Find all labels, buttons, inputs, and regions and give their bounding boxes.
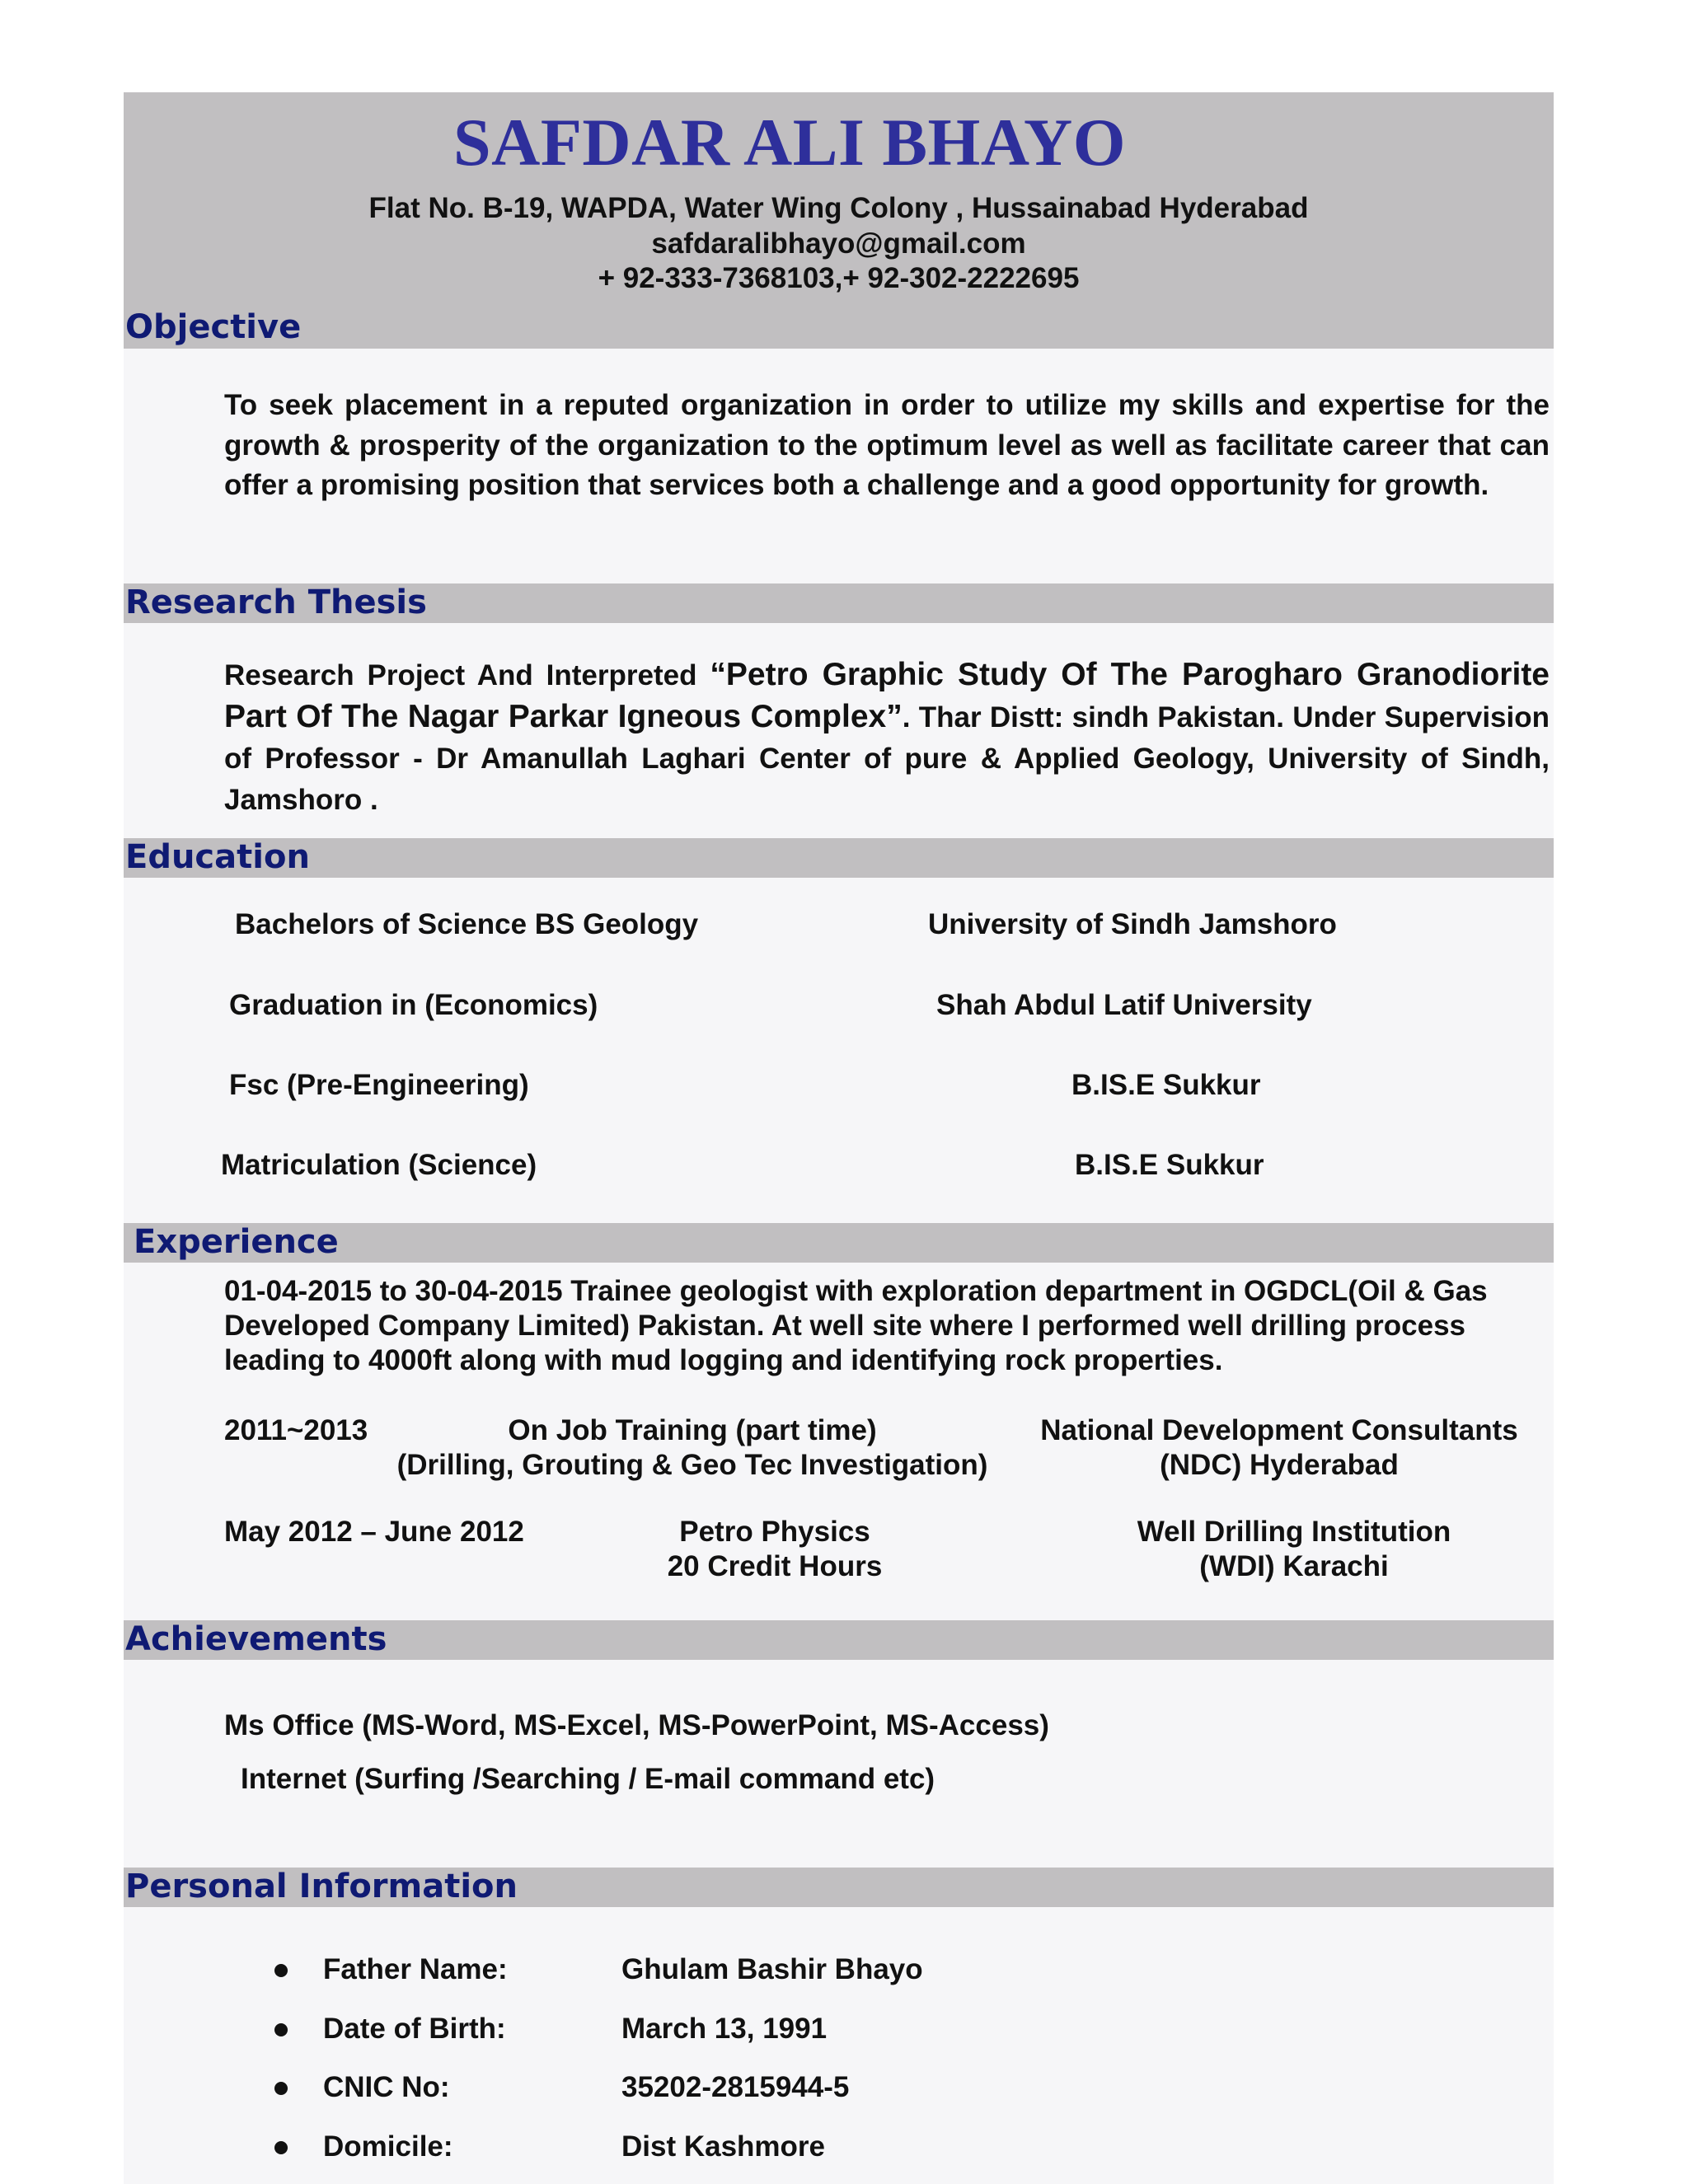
experience-role: Petro Physics (679, 1516, 870, 1548)
ogdcl-line: 01-04-2015 to 30-04-2015 Trainee geologist with exploration department in OGDCL(Oil & Gas (224, 1275, 1488, 1307)
education-degree: Bachelors of Science BS Geology (235, 908, 699, 940)
address: Flat No. B-19, WAPDA, Water Wing Colony , Hussainabad Hyderabad (368, 192, 1309, 224)
experience-org-detail: (NDC) Hyderabad (1160, 1449, 1399, 1481)
bullet-icon (274, 2141, 288, 2154)
experience-org-detail: (WDI) Karachi (1199, 1550, 1389, 1582)
personal-label: Father Name: (323, 1953, 508, 1985)
research-rest: . Thar Distt: sindh Pakistan. Under Supervision of Professor - Dr Amanullah Laghari Center of pure & Applied Geology, University of Sindh, Jamshoro . (224, 701, 1550, 816)
section-title-research: Research Thesis (125, 583, 427, 621)
education-institution: B.IS.E Sukkur (1075, 1149, 1264, 1181)
email[interactable]: safdaralibhayo@gmail.com (651, 227, 1026, 260)
candidate-name: SAFDAR ALI BHAYO (453, 105, 1127, 180)
thesis-title: “Petro Graphic Study Of The Parogharo Granodiorite Part Of The Nagar Parkar Igneous Complex” (224, 657, 1550, 734)
objective-text: To seek placement in a reputed organization in order to utilize my skills and expertise for the growth & prosperity of the organization to the optimum level as well as facilitate career that can offer a promising position that services both a challenge and a good opportunity for growth. (224, 389, 1550, 501)
section-title-objective: Objective (125, 308, 302, 346)
experience-period: 2011~2013 (224, 1414, 368, 1446)
experience-role-detail: 20 Credit Hours (667, 1550, 883, 1582)
education-institution: University of Sindh Jamshoro (928, 908, 1337, 940)
section-title-achievements: Achievements (125, 1620, 387, 1658)
achievement-item: Ms Office (MS-Word, MS-Excel, MS-PowerPoint, MS-Access) (224, 1709, 1049, 1741)
personal-value: 35202-2815944-5 (621, 2071, 850, 2103)
education-institution: B.IS.E Sukkur (1071, 1069, 1261, 1101)
personal-label: CNIC No: (323, 2071, 450, 2103)
achievement-item: Internet (Surfing /Searching / E-mail command etc) (241, 1763, 935, 1795)
experience-role-detail: (Drilling, Grouting & Geo Tec Investigation) (396, 1449, 988, 1481)
education-degree: Fsc (Pre-Engineering) (229, 1069, 529, 1101)
experience-role: On Job Training (part time) (508, 1414, 877, 1446)
bullet-icon (274, 2023, 288, 2036)
education-institution: Shah Abdul Latif University (936, 989, 1312, 1021)
bullet-icon (274, 2082, 288, 2095)
personal-value: Dist Kashmore (621, 2130, 826, 2163)
personal-value: Ghulam Bashir Bhayo (621, 1953, 923, 1985)
research-text (224, 654, 1550, 821)
experience-org: Well Drilling Institution (1137, 1516, 1451, 1548)
research-intro: Research Project And Interpreted (224, 659, 710, 691)
section-title-personal: Personal Information (125, 1868, 518, 1905)
personal-label: Date of Birth: (323, 2013, 506, 2045)
education-degree: Graduation in (Economics) (229, 989, 598, 1021)
education-degree: Matriculation (Science) (221, 1149, 537, 1181)
ogdcl-line: leading to 4000ft along with mud logging and identifying rock properties. (224, 1344, 1223, 1376)
section-title-experience: Experience (134, 1223, 339, 1261)
experience-period: May 2012 – June 2012 (224, 1516, 524, 1548)
phone-numbers: + 92-333-7368103,+ 92-302-2222695 (598, 262, 1080, 294)
personal-value: March 13, 1991 (621, 2013, 828, 2045)
experience-org: National Development Consultants (1040, 1414, 1518, 1446)
ogdcl-line: Developed Company Limited) Pakistan. At well site where I performed well drilling process (224, 1310, 1466, 1342)
bullet-icon (274, 1964, 288, 1977)
section-bar-education (124, 838, 1554, 878)
personal-label: Domicile: (323, 2130, 453, 2163)
section-title-education: Education (125, 838, 310, 876)
